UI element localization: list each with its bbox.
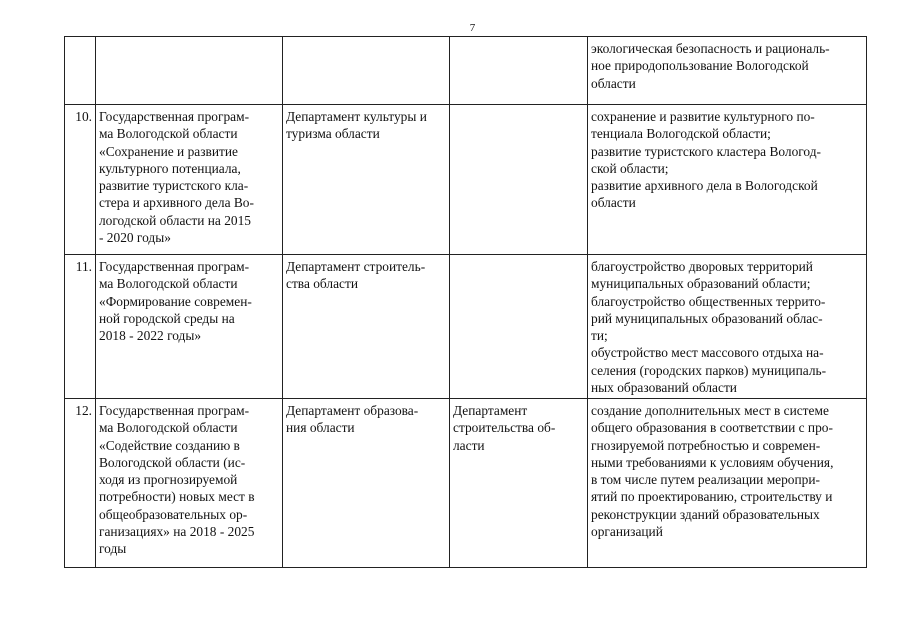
text-line: ма Вологодской области <box>99 420 238 436</box>
co-executor-cell <box>450 255 588 399</box>
program-name-cell <box>96 37 283 105</box>
co-executor-cell <box>450 399 588 568</box>
text-line: туризма области <box>286 126 380 142</box>
text-line: стера и архивного дела Во- <box>99 195 254 211</box>
table-row <box>65 399 867 568</box>
text-line: годы <box>99 541 127 557</box>
text-line: области <box>591 195 636 211</box>
responsible-executor-cell <box>283 255 450 399</box>
text-line: тенциала Вологодской области; <box>591 126 771 142</box>
text-line: благоустройство общественных террито- <box>591 293 826 309</box>
text-line: «Формирование современ- <box>99 293 252 309</box>
text-line: ятий по проектированию, строительству и <box>591 489 833 505</box>
text-line: ния области <box>286 420 355 436</box>
text-line: культурного потенциала, <box>99 160 241 176</box>
text-line: ства области <box>286 276 358 292</box>
text-line: ти; <box>591 328 608 344</box>
text-line: муниципальных образований области; <box>591 276 811 292</box>
text-line: области <box>591 75 636 91</box>
text-line: развитие туристского кла- <box>99 178 249 194</box>
text-line: развитие туристского кластера Вологод- <box>591 143 822 159</box>
text-line: ской области; <box>591 160 669 176</box>
programs-table <box>64 36 867 568</box>
goals-cell <box>588 37 867 105</box>
text-line: рий муниципальных образований облас- <box>591 310 823 326</box>
goals-cell <box>588 105 867 255</box>
text-line: Департамент образова- <box>286 403 419 418</box>
goals-cell <box>588 399 867 568</box>
row-number-cell: 10. <box>65 105 96 255</box>
text-line: «Сохранение и развитие <box>99 143 238 159</box>
text-line: ганизациях» на 2018 - 2025 <box>99 524 255 540</box>
text-line: селения (городских парков) муниципаль- <box>591 362 827 378</box>
program-name-cell <box>96 399 283 568</box>
text-line: экологическая безопасность и рациональ- <box>591 41 830 56</box>
text-line: благоустройство дворовых территорий <box>591 259 813 274</box>
table-row <box>65 37 867 105</box>
responsible-executor-cell <box>283 399 450 568</box>
program-name-cell <box>96 105 283 255</box>
text-line: Государственная програм- <box>99 259 250 274</box>
table-row <box>65 255 867 399</box>
text-line: ными требованиями к условиям обучения, <box>591 454 834 470</box>
responsible-executor-cell <box>283 105 450 255</box>
goals-cell <box>588 255 867 399</box>
text-line: - 2020 годы» <box>99 230 171 246</box>
responsible-executor-cell <box>283 37 450 105</box>
text-line: строительства об- <box>453 420 556 436</box>
co-executor-cell <box>450 37 588 105</box>
text-line: обустройство мест массового отдыха на- <box>591 345 824 361</box>
text-line: Государственная програм- <box>99 109 250 124</box>
text-line: организаций <box>591 524 663 540</box>
text-line: общеобразовательных ор- <box>99 506 248 522</box>
text-line: гнозируемой потребностью и современ- <box>591 437 821 453</box>
text-line: создание дополнительных мест в системе <box>591 403 829 418</box>
text-line: общего образования в соответствии с про- <box>591 420 833 436</box>
text-line: Департамент <box>453 403 528 418</box>
text-line: ной городской среды на <box>99 310 235 326</box>
text-line: потребности) новых мест в <box>99 489 255 505</box>
program-name-cell <box>96 255 283 399</box>
row-number-cell <box>65 37 96 105</box>
row-number-cell: 11. <box>65 255 96 399</box>
text-line: ма Вологодской области <box>99 276 238 292</box>
text-line: развитие архивного дела в Вологодской <box>591 178 818 194</box>
text-line: Вологодской области (ис- <box>99 454 246 470</box>
text-line: ласти <box>453 437 485 453</box>
text-line: Государственная програм- <box>99 403 250 418</box>
co-executor-cell <box>450 105 588 255</box>
text-line: ное природопользование Вологодской <box>591 58 809 74</box>
text-line: сохранение и развитие культурного по- <box>591 109 815 124</box>
text-line: «Содействие созданию в <box>99 437 240 453</box>
text-line: Департамент строитель- <box>286 259 426 274</box>
text-line: ма Вологодской области <box>99 126 238 142</box>
page-number: 7 <box>469 22 476 34</box>
text-line: Департамент культуры и <box>286 109 427 124</box>
text-line: ходя из прогнозируемой <box>99 472 238 488</box>
table-row <box>65 105 867 255</box>
text-line: реконструкции зданий образовательных <box>591 506 820 522</box>
text-line: логодской области на 2015 <box>99 212 251 228</box>
text-line: 2018 - 2022 годы» <box>99 328 202 344</box>
text-line: ных образований области <box>591 380 737 396</box>
row-number-cell: 12. <box>65 399 96 568</box>
text-line: в том числе путем реализации меропри- <box>591 472 820 488</box>
